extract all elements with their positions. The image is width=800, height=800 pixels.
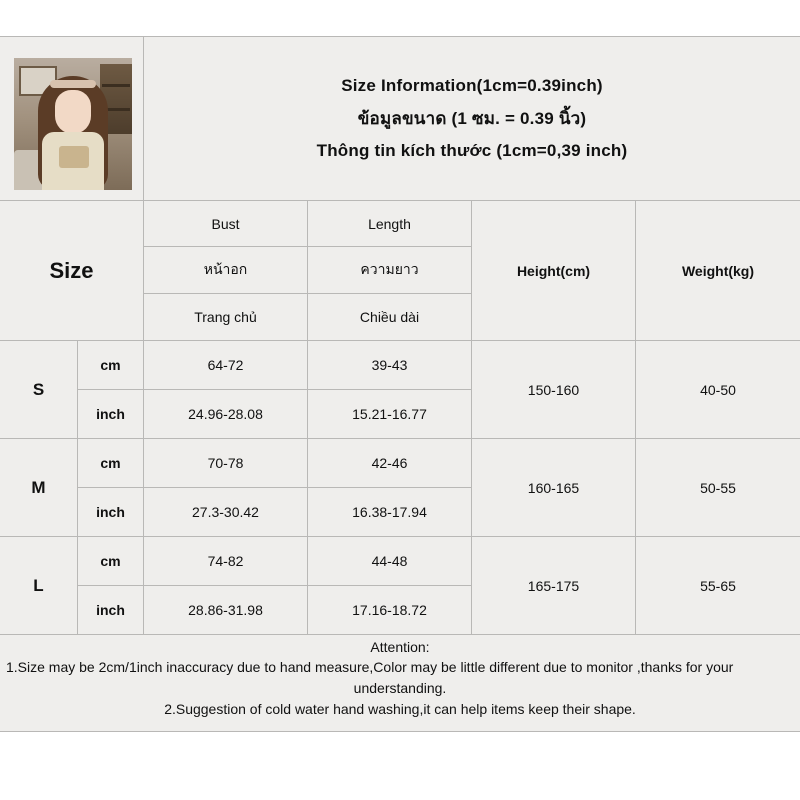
length-label-th: ความยาว	[308, 247, 471, 293]
model-photo	[14, 58, 132, 190]
size-chart-table	[0, 36, 800, 732]
row-height-value: 165-175	[472, 537, 636, 634]
bust-cm-value: 70-78	[144, 439, 307, 488]
row-length-values	[308, 439, 472, 536]
row-height-value: 160-165	[472, 439, 636, 536]
chart-header-row	[0, 37, 800, 201]
bust-label-en: Bust	[144, 201, 307, 247]
row-bust-values	[144, 341, 308, 438]
attention-note-2: 2.Suggestion of cold water hand washing,it can help items keep their shape.	[164, 701, 636, 717]
row-units	[78, 439, 144, 536]
length-inch-value: 15.21-16.77	[352, 405, 427, 422]
attention-note-1: 1.Size may be 2cm/1inch inaccuracy due to hand measure,Color may be little different due to monitor ,thanks for your	[6, 659, 734, 675]
title-thai: ข้อมูลขนาด (1 ซม. = 0.39 นิ้ว)	[357, 109, 587, 128]
row-weight-value: 55-65	[700, 577, 736, 594]
unit-cm: cm	[78, 439, 143, 488]
row-height-value: 150-160	[472, 341, 636, 438]
column-header-length	[308, 201, 472, 340]
bust-inch-value: 27.3-30.42	[192, 503, 259, 520]
title-vietnamese: Thông tin kích thước (1cm=0,39 inch)	[316, 141, 628, 160]
bust-inch-value: 28.86-31.98	[188, 601, 263, 618]
row-length-values	[308, 537, 472, 634]
row-length-values	[308, 341, 472, 438]
row-size-label: M	[0, 439, 78, 536]
column-header-size: Size	[0, 201, 144, 340]
unit-cm: cm	[78, 341, 143, 390]
length-label-en: Length	[308, 201, 471, 247]
row-weight-value: 40-50	[700, 381, 736, 398]
product-photo-cell	[0, 37, 144, 200]
unit-inch: inch	[96, 405, 125, 422]
column-header-height: Height(cm)	[472, 201, 636, 340]
row-weight-value: 50-55	[700, 479, 736, 496]
bust-cm-value: 64-72	[144, 341, 307, 390]
unit-cm: cm	[78, 537, 143, 586]
title-english: Size Information(1cm=0.39inch)	[341, 76, 603, 95]
column-header-bust	[144, 201, 308, 340]
length-label-vi: Chiều dài	[359, 308, 420, 325]
row-units	[78, 341, 144, 438]
length-inch-value: 17.16-18.72	[352, 601, 427, 618]
length-cm-value: 44-48	[308, 537, 471, 586]
model-face	[55, 90, 91, 134]
bust-inch-value: 24.96-28.08	[188, 405, 263, 422]
column-header-weight: Weight(kg)	[681, 262, 755, 279]
row-bust-values	[144, 537, 308, 634]
length-inch-value: 16.38-17.94	[352, 503, 427, 520]
model-headband	[50, 80, 96, 88]
row-size-label: L	[0, 537, 78, 634]
chart-title-cell	[144, 37, 800, 200]
length-cm-value: 42-46	[308, 439, 471, 488]
model-shirt-print	[59, 146, 89, 168]
table-row	[0, 537, 800, 635]
row-bust-values	[144, 439, 308, 536]
attention-title: Attention:	[370, 639, 430, 655]
table-row	[0, 341, 800, 439]
unit-inch: inch	[96, 503, 125, 520]
length-cm-value: 39-43	[308, 341, 471, 390]
table-row	[0, 439, 800, 537]
bust-label-th: หน้าอก	[144, 247, 307, 293]
attention-block	[0, 635, 800, 732]
bust-label-vi: Trang chủ	[194, 308, 257, 325]
row-units	[78, 537, 144, 634]
row-size-label: S	[0, 341, 78, 438]
attention-note-1-cont: understanding.	[353, 680, 447, 696]
column-header-row	[0, 201, 800, 341]
bust-cm-value: 74-82	[144, 537, 307, 586]
unit-inch: inch	[96, 601, 125, 618]
